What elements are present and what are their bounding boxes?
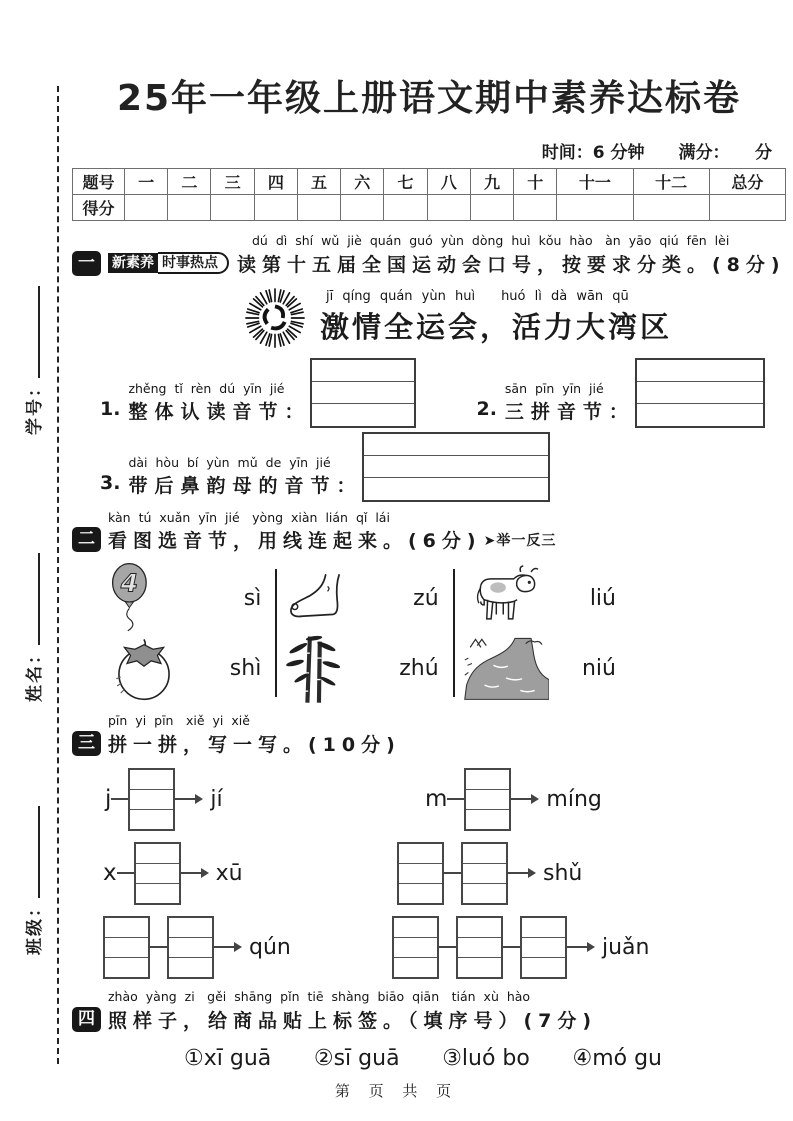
match-column-1: [100, 563, 275, 703]
section-4-title: 照样子，给商品贴上标签。（填序号）(7分): [108, 1009, 598, 1032]
pinyin-write-box[interactable]: [397, 842, 444, 905]
score-table-cell: 题号: [73, 169, 125, 195]
option-2[interactable]: ②sī guā: [313, 1045, 400, 1071]
student-id-blank-line[interactable]: [23, 286, 40, 378]
pinyin-write-box[interactable]: [103, 916, 150, 979]
syllable-option[interactable]: liú: [589, 585, 616, 611]
score-input-cell[interactable]: [470, 195, 513, 221]
spelling-result: qún: [249, 934, 291, 960]
option-3[interactable]: ③luó bo: [442, 1045, 530, 1071]
class-label: [20, 806, 45, 955]
current-events-badge: 时事热点: [158, 252, 229, 274]
section-3-pinyin: pīn yi pīn xiě yi xiě: [108, 713, 250, 729]
pinyin-write-box[interactable]: [167, 916, 214, 979]
score-input-cell[interactable]: [125, 195, 168, 221]
initial-letter: m: [425, 786, 448, 813]
time-fullscore-info: 时间：6 分钟 满分： 分: [541, 143, 772, 163]
question-2-pinyin: sān pīn yīn jié: [504, 381, 604, 396]
question-3-label: 带后鼻韵母的音节：: [128, 474, 363, 497]
student-id-label: [20, 286, 45, 435]
stream-image: [463, 636, 549, 700]
section-2: [72, 510, 786, 704]
score-input-cell[interactable]: [384, 195, 427, 221]
spelling-item-ji: [105, 768, 223, 831]
question-1: [100, 358, 416, 424]
arrow-icon: [175, 798, 201, 800]
page-footer: 第 页 共 页: [334, 1082, 459, 1100]
score-input-cell[interactable]: [514, 195, 557, 221]
match-item-foot[interactable]: [277, 563, 452, 633]
syllable-option[interactable]: sì: [243, 585, 262, 611]
section-2-title: 看图选音节，用线连起来。(6分): [108, 530, 482, 553]
question-2-label: 三拼音节：: [504, 400, 635, 423]
arrow-icon: [508, 872, 534, 874]
spelling-row-2: [72, 842, 786, 905]
question-number: 2.: [476, 397, 497, 420]
section-3-number-badge: 三: [72, 731, 101, 756]
slogan-pinyin: jī qíng quán yùn huì huó lì dà wān qū: [326, 289, 629, 304]
match-item-balloon[interactable]: [100, 563, 275, 633]
section-2-number-badge: 二: [72, 527, 101, 552]
pinyin-write-box[interactable]: [392, 916, 439, 979]
arrow-icon: [567, 946, 593, 948]
score-table-cell: 总分: [709, 169, 785, 195]
question-1-answer-box[interactable]: [310, 358, 416, 428]
question-2-answer-box[interactable]: [635, 358, 765, 428]
question-1-label: 整体认读音节：: [128, 400, 311, 423]
spelling-row-1: [72, 768, 786, 831]
slogan-text: 激情全运会，活力大湾区: [320, 310, 673, 345]
syllable-option[interactable]: zhú: [399, 655, 439, 681]
spelling-item-ming: [425, 768, 602, 831]
question-number: 1.: [100, 397, 121, 420]
spelling-result: shǔ: [543, 860, 583, 886]
section-1: [72, 233, 786, 498]
match-item-bamboo[interactable]: [277, 633, 452, 703]
match-item-persimmon[interactable]: [100, 633, 275, 703]
score-input-cell[interactable]: [297, 195, 340, 221]
spelling-item-qun: [103, 916, 291, 979]
section-4-pinyin: zhào yàng zi gěi shāng pǐn tiē shàng biāo qiān tián xù hào: [108, 988, 531, 1004]
spelling-row-3: [72, 916, 786, 979]
spelling-item-xu: [103, 842, 243, 905]
name-blank-line[interactable]: [23, 553, 40, 645]
spelling-item-juan: [392, 916, 649, 979]
score-row-label: 得分: [73, 195, 125, 221]
section-1-pinyin: dú dì shí wǔ jiè quán guó yùn dòng huì kǒu hào àn yāo qiú fēn lèi: [252, 233, 730, 248]
exam-page: [72, 48, 786, 1071]
spelling-result: míng: [546, 786, 602, 812]
arrow-icon: [181, 872, 207, 874]
new-literacy-badge: 新素养: [108, 253, 158, 273]
score-table-cell: 四: [254, 169, 297, 195]
cow-image: [463, 565, 547, 631]
spelling-result: jí: [210, 786, 223, 812]
persimmon-image: [108, 634, 180, 702]
syllable-option[interactable]: zú: [413, 585, 439, 611]
pinyin-write-box[interactable]: [461, 842, 508, 905]
option-1[interactable]: ①xī guā: [184, 1045, 272, 1071]
pinyin-write-box[interactable]: [456, 916, 503, 979]
score-table-cell: 五: [297, 169, 340, 195]
score-table-score-row: [73, 195, 786, 221]
syllable-option[interactable]: shì: [229, 655, 262, 681]
section-3-title: 拼一拼，写一写。(10分): [108, 733, 401, 756]
score-input-cell[interactable]: [254, 195, 297, 221]
arrow-icon: [511, 798, 537, 800]
score-table-cell: 九: [470, 169, 513, 195]
arrow-icon: [214, 946, 240, 948]
section-4: [72, 989, 786, 1071]
page-title: 25年一年级上册语文期中素养达标卷: [116, 78, 742, 119]
national-games-emblem-icon: [244, 287, 306, 349]
score-input-cell[interactable]: [557, 195, 633, 221]
score-table-cell: 二: [168, 169, 211, 195]
score-input-cell[interactable]: [168, 195, 211, 221]
spelling-result: juǎn: [602, 934, 650, 960]
question-1-2-row: [72, 358, 786, 424]
section-1-title: 读第十五届全国运动会口号，按要求分类。(8分): [237, 253, 786, 276]
student-id-text: 学号：: [25, 378, 45, 435]
spelling-result: xū: [215, 860, 243, 886]
question-1-pinyin: zhěng tǐ rèn dú yīn jié: [128, 381, 285, 396]
spelling-item-shu: [397, 842, 582, 905]
bamboo-image: [285, 630, 343, 706]
initial-letter: j: [105, 786, 112, 813]
practice-tag: ➤举一反三: [483, 532, 557, 549]
score-table-cell: 六: [341, 169, 384, 195]
class-text: 班级：: [25, 898, 45, 955]
score-table-cell: 十二: [633, 169, 709, 195]
section-4-number-badge: 四: [72, 1007, 101, 1032]
section-1-number-badge: 一: [72, 251, 101, 276]
foot-image: [285, 573, 347, 623]
score-table-cell: 七: [384, 169, 427, 195]
pinyin-write-box[interactable]: [128, 768, 175, 831]
name-text: 姓名：: [25, 645, 45, 702]
question-3-answer-box[interactable]: [362, 432, 550, 502]
pinyin-write-box[interactable]: [464, 768, 511, 831]
option-4[interactable]: ④mó gu: [572, 1045, 662, 1071]
score-input-cell[interactable]: [211, 195, 254, 221]
score-table-cell: 八: [427, 169, 470, 195]
score-table-header-row: [73, 169, 786, 195]
matching-grid: [100, 563, 630, 703]
score-input-cell[interactable]: [427, 195, 470, 221]
left-dashed-divider: [57, 86, 59, 1064]
match-item-stream[interactable]: [455, 633, 630, 703]
balloon-number-4-image: [108, 562, 154, 634]
match-column-3: [455, 563, 630, 703]
section-3: [72, 713, 786, 979]
score-input-cell[interactable]: [633, 195, 709, 221]
question-3-pinyin: dài hòu bí yùn mǔ de yīn jié: [128, 455, 331, 470]
question-2: [476, 358, 764, 424]
question-3: [100, 432, 550, 498]
score-table-cell: 十: [514, 169, 557, 195]
match-item-cow[interactable]: [455, 563, 630, 633]
score-table-cell: 十一: [557, 169, 633, 195]
pinyin-write-box[interactable]: [520, 916, 567, 979]
question-number: 3.: [100, 471, 121, 494]
syllable-option[interactable]: niú: [581, 655, 616, 681]
score-table: [72, 168, 786, 221]
class-blank-line[interactable]: [23, 806, 40, 898]
name-label: [20, 553, 45, 702]
games-slogan-block: [244, 287, 786, 349]
label-options-row: [184, 1046, 662, 1071]
score-input-cell[interactable]: [709, 195, 785, 221]
score-input-cell[interactable]: [341, 195, 384, 221]
question-3-row: [72, 432, 786, 498]
initial-letter: x: [103, 860, 117, 887]
score-table-cell: 一: [125, 169, 168, 195]
pinyin-write-box[interactable]: [134, 842, 181, 905]
score-table-cell: 三: [211, 169, 254, 195]
balloon-number: 4: [120, 568, 139, 598]
section-2-pinyin: kàn tú xuǎn yīn jié yòng xiàn lián qǐ lái: [108, 509, 390, 525]
match-column-2: [277, 563, 452, 703]
